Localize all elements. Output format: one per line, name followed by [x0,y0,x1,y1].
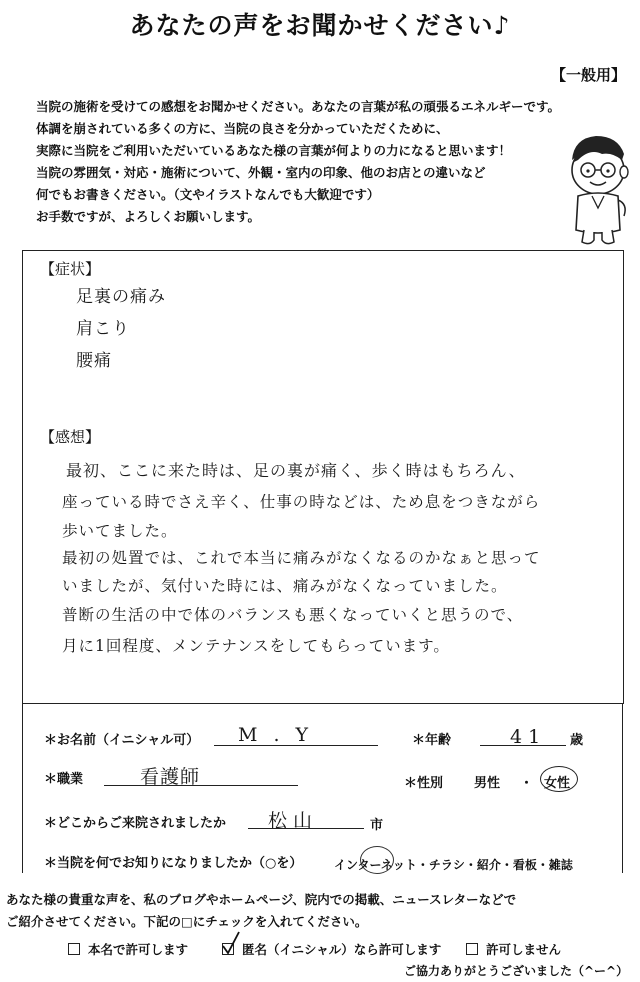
from-underline [248,828,364,829]
form-category: 【一般用】 [550,66,626,84]
divider [622,703,623,873]
impression-line: 座っている時でさえ辛く、仕事の時などは、ため息をつきながら [62,493,541,511]
page-title: あなたの声をお聞かせください♪ [129,11,511,40]
checkbox[interactable] [68,943,80,955]
selection-circle [540,766,578,792]
gender-female: 女性 [544,776,571,791]
job-underline [104,785,298,786]
age-label: ＊年齢 [412,733,452,748]
impression-line: いましたが、気付いた時には、痛みがなくなっていました。 [62,577,508,595]
intro-text [36,96,560,228]
permission-decline[interactable] [466,940,561,958]
job-label: ＊職業 [44,772,84,787]
impression-line: 月に1回程度、メンテナンスをしてもらっています。 [62,637,450,655]
from-value: 松山 [268,810,319,832]
age-unit: 歳 [570,733,584,748]
source-options: インターネット・チラシ・紹介・看板・雑誌 [334,858,573,872]
from-label: ＊どこからご来院されましたか [44,816,227,831]
selection-circle [360,846,394,874]
age-underline [480,745,566,746]
checkbox[interactable] [466,943,478,955]
option-label: 本名で許可します [88,942,189,957]
symptoms-heading: 【症状】 [40,260,101,278]
divider [22,703,23,873]
job-value: 看護師 [140,766,201,788]
gender-male: 男性 [474,776,501,791]
permission-text: あなた様の貴重な声を、私のブログやホームページ、院内での掲載、ニュースレターなどで [6,892,517,907]
checkbox[interactable] [222,943,234,955]
intro-line: 何でもお書きください。（文やイラストなんでも大歓迎です） [36,187,380,202]
name-value: M.Y [238,724,325,746]
symptom-item: 足裏の痛み [76,287,166,307]
mascot-illustration [562,130,634,248]
gender-label: ＊性別 [404,776,444,791]
permission-initials[interactable] [222,940,441,958]
option-label: 匿名（イニシャル）なら許可します [242,942,442,957]
option-label: 許可しません [486,942,562,957]
name-underline [214,745,378,746]
name-label: ＊お名前（イニシャル可） [44,733,200,748]
source-label: ＊当院を何でお知りになりましたか（○を） [44,856,303,871]
impression-line: 普断の生活の中で体のバランスも悪くなっていくと思うので、 [62,606,524,624]
intro-line: 当院の雰囲気・対応・施術について、外観・室内の印象、他のお店との違いなど [36,165,486,180]
age-value: 41 [510,726,547,748]
impression-line: 最初の処置では、これで本当に痛みがなくなるのかなぁと思って [62,549,541,567]
intro-line: 当院の施術を受けての感想をお聞かせください。あなたの言葉が私の頑張るエネルギーです。 [36,99,561,114]
impressions-heading: 【感想】 [40,428,101,446]
impression-line: 最初、ここに来た時は、足の裏が痛く、歩く時はもちろん、 [66,461,526,480]
divider [22,703,624,704]
from-unit: 市 [370,818,384,833]
gender-separator: ・ [520,776,534,791]
checkmark-icon [221,930,241,956]
impression-line: 歩いてました。 [62,522,178,540]
intro-line: 体調を崩されている多くの方に、当院の良さを分かっていただくために、 [36,121,449,136]
thanks-text: ご協力ありがとうございました（^ー^） [404,964,629,978]
intro-line: お手数ですが、よろしくお願いします。 [36,209,261,224]
symptom-item: 肩こり [76,319,130,339]
permission-real-name[interactable] [68,940,188,958]
symptom-item: 腰痛 [76,351,112,371]
intro-line: 実際に当院をご利用いただいているあなた様の言葉が何よりの力になると思います！ [36,143,512,158]
permission-text: ご紹介させてください。下記の□にチェックを入れてください。 [6,914,368,929]
